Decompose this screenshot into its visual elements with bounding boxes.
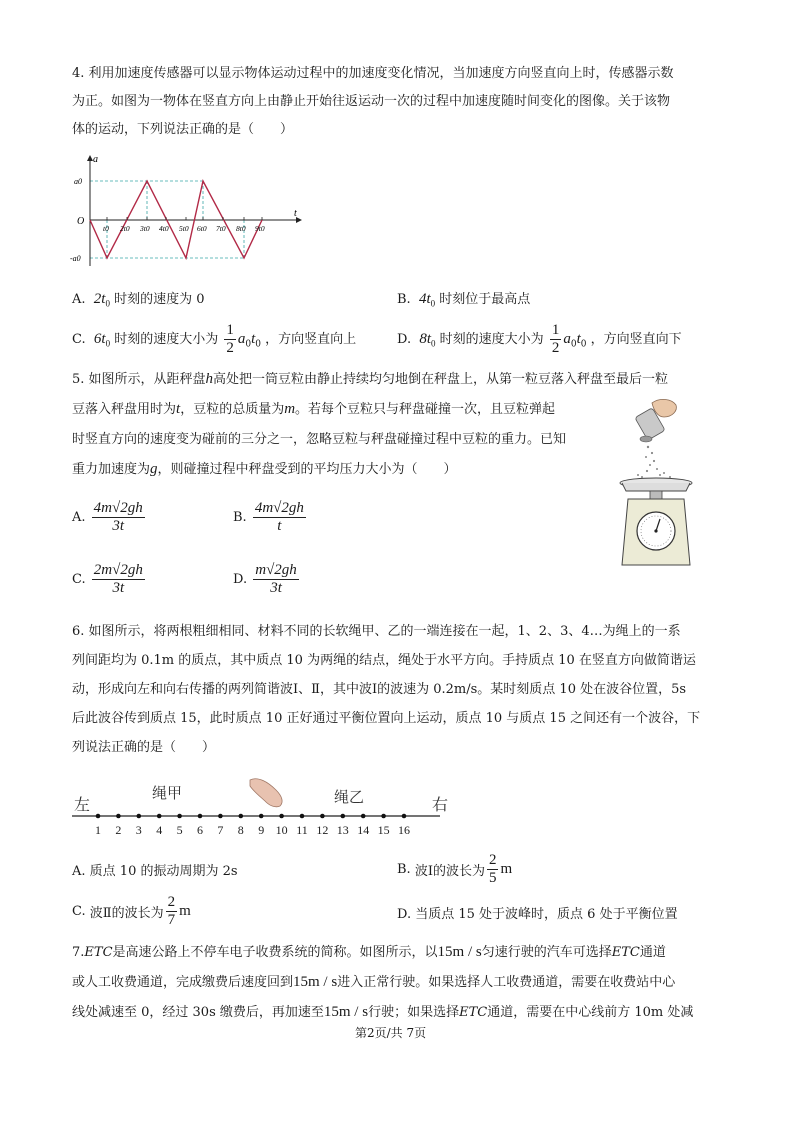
rope-point-9 [259, 814, 264, 819]
rope-point-11 [300, 814, 305, 819]
tick-3t0: 3t0 [140, 224, 150, 233]
rope-point-label: 16 [398, 823, 410, 837]
q6-stem-line1: 6. 如图所示，将两根粗细相同、材料不同的长软绳甲、乙的一端连接在一起，1、2、3、4…为绳上的一系 [72, 624, 681, 639]
rope-point-label: 7 [217, 823, 224, 837]
rope-point-label: 11 [296, 823, 308, 837]
rope-point-label: 1 [95, 823, 101, 837]
q5-stem-line1: 5. 如图所示，从距秤盘h高处把一筒豆粒由静止持续均匀地倒在秤盘上，从第一粒豆落入秤盘至最后一粒 [72, 371, 669, 387]
q5-option-d[interactable]: D. $\frac{m√2gh}{3t}$ [233, 562, 297, 596]
rope-point-15 [381, 814, 386, 819]
tick-4t0: 4t0 [159, 224, 169, 233]
tick-7t0: 7t0 [216, 224, 226, 233]
right-label: 右 [432, 795, 449, 814]
page-number: 第2页/共 7页 [355, 1026, 427, 1040]
fraction: $\frac{2}{5}$ [488, 852, 497, 886]
q5-option-c[interactable]: C. $\frac{2m√2gh}{3t}$ [72, 562, 143, 596]
q5-stem-line2: 豆落入秤盘用时为t，豆粒的总质量为m。若每个豆粒只与秤盘碰撞一次，且豆粒弹起 [72, 401, 556, 417]
fraction: $\frac{m√2gh}{3t}$ [255, 562, 297, 596]
fraction: $\frac{4m√2gh}{t}$ [254, 500, 304, 534]
rope-point-2 [116, 814, 121, 819]
q4-stem-line1: 4. 利用加速度传感器可以显示物体运动过程中的加速度变化情况，当加速度方向竖直向上时，传感器示数 [72, 66, 674, 81]
rope-point-label: 8 [237, 823, 244, 837]
rope-point-1 [96, 814, 101, 819]
tick-2t0: 2t0 [120, 224, 130, 233]
rope-point-label: 4 [156, 823, 163, 837]
rope-point-5 [177, 814, 182, 819]
rope-point-label: 14 [357, 823, 370, 837]
a0-label: a0 [74, 177, 82, 186]
q6-option-a[interactable]: A. 质点 10 的振动周期为 2s [72, 864, 238, 879]
rope-point-12 [320, 814, 325, 819]
q7-stem-line3: 线处减速至 0，经过 30s 缴费后，再加速至15m / s行驶；如果选择ETC通道，需要在中心线前方 10m 处减 [72, 1004, 694, 1020]
left-label: 左 [74, 795, 91, 814]
hand-icon [250, 779, 282, 807]
q6-option-c[interactable]: C. 波Ⅱ的波长为 $\frac{2}{7}$ m [72, 894, 191, 928]
tick-5t0: 5t0 [179, 224, 189, 233]
q7-stem-line2: 或人工收费通道，完成缴费后速度回到15m / s进入正常行驶。如果选择人工收费通道，需要在收费站中心 [72, 974, 676, 990]
fraction: $\frac{2m√2gh}{3t}$ [93, 562, 143, 596]
rope-point-label: 15 [377, 823, 390, 837]
rope-point-8 [239, 814, 244, 819]
rope-point-label: 9 [258, 823, 265, 837]
rope-point-13 [341, 814, 346, 819]
q7-stem-line1: 7.ETC是高速公路上不停车电子收费系统的简称。如图所示，以15m / s匀速行驶的汽车可选择ETC通道 [72, 944, 666, 960]
rope-point-label: 13 [336, 823, 349, 837]
q6-stem-line4: 后此波谷传到质点 15，此时质点 10 正好通过平衡位置向上运动，质点 10 与质点 15 之间还有一个波谷，下 [72, 711, 701, 726]
rope-point-4 [157, 814, 162, 819]
q6-stem-line2: 列间距均为 0.1m 的质点，其中质点 10 为两绳的结点，绳处于水平方向。手持质点 10 在竖直方向做简谐运 [72, 653, 696, 668]
q4-stem-line3: 体的运动，下列说法正确的是（ ） [72, 122, 294, 137]
fraction-half: $\frac{1}{2}$ [551, 322, 560, 356]
rope-point-7 [218, 814, 223, 819]
rope-point-3 [137, 814, 142, 819]
acceleration-time-graph [70, 150, 310, 270]
q6-option-b[interactable]: B. 波Ⅰ的波长为 $\frac{2}{5}$ m [397, 852, 513, 886]
rope-point-label: 2 [115, 823, 122, 837]
q4-option-b[interactable]: B. $4t_0$ 时刻位于最高点 [397, 291, 531, 309]
fraction-half: $\frac{1}{2}$ [226, 322, 234, 356]
q6-stem-line3: 动，形成向左和向右传播的两列简谐波Ⅰ、Ⅱ，其中波Ⅰ的波速为 0.2m/s。某时刻质点 10 处在波谷位置，5s [72, 682, 687, 697]
rope-point-label: 3 [135, 823, 142, 837]
rope-point-label: 5 [176, 823, 183, 837]
origin-label: O [77, 216, 85, 227]
q5-stem-line4: 重力加速度为g，则碰撞过程中秤盘受到的平均压力大小为（ ） [72, 461, 457, 477]
rope-point-label: 12 [316, 823, 329, 837]
tick-9t0: 9t0 [255, 224, 265, 233]
q6-option-d[interactable]: D. 当质点 15 处于波峰时，质点 6 处于平衡位置 [397, 907, 678, 922]
tick-8t0: 8t0 [236, 224, 246, 233]
q5-option-a[interactable]: A. $\frac{4m√2gh}{3t}$ [72, 500, 143, 534]
rope-point-16 [402, 814, 407, 819]
rope-diagram [72, 772, 462, 842]
fraction: $\frac{2}{7}$ [167, 894, 176, 928]
rope-b-label: 绳乙 [334, 788, 365, 806]
tick-6t0: 6t0 [197, 224, 207, 233]
rope-a-label: 绳甲 [152, 784, 183, 802]
fraction: $\frac{4m√2gh}{3t}$ [93, 500, 143, 534]
q5-stem-line3: 时竖直方向的速度变为碰前的三分之一，忽略豆粒与秤盘碰撞过程中豆粒的重力。已知 [72, 432, 567, 447]
bean-scale-illustration [612, 395, 702, 570]
tick-t0: t0 [103, 224, 109, 233]
q4-stem-line2: 为正。如图为一物体在竖直方向上由静止开始往返运动一次的过程中加速度随时间变化的图像。关于该物 [72, 94, 671, 109]
neg-a0-label: -a0 [70, 254, 81, 263]
q6-stem-line5: 列说法正确的是（ ） [72, 740, 216, 755]
q4-option-d[interactable]: D. $8t_0$ 时刻的速度大小为 $\frac{1}{2}$ $a_0t_0$ ，方向竖直向下 [397, 322, 682, 356]
a-axis-label: a [93, 154, 98, 165]
rope-point-6 [198, 814, 203, 819]
q4-option-a[interactable]: A. $2t_0$ 时刻的速度为 0 [72, 291, 205, 309]
q5-option-b[interactable]: B. $\frac{4m√2gh}{t}$ [233, 500, 304, 534]
rope-point-label: 6 [197, 823, 203, 837]
rope-point-14 [361, 814, 366, 819]
rope-point-label: 10 [275, 823, 288, 837]
t-axis-label: t [294, 208, 297, 219]
rope-point-10 [279, 814, 284, 819]
q4-option-c[interactable]: C. $6t_0$ 时刻的速度大小为 $\frac{1}{2}$ $a_0t_0$ ，方向竖直向上 [72, 322, 357, 356]
